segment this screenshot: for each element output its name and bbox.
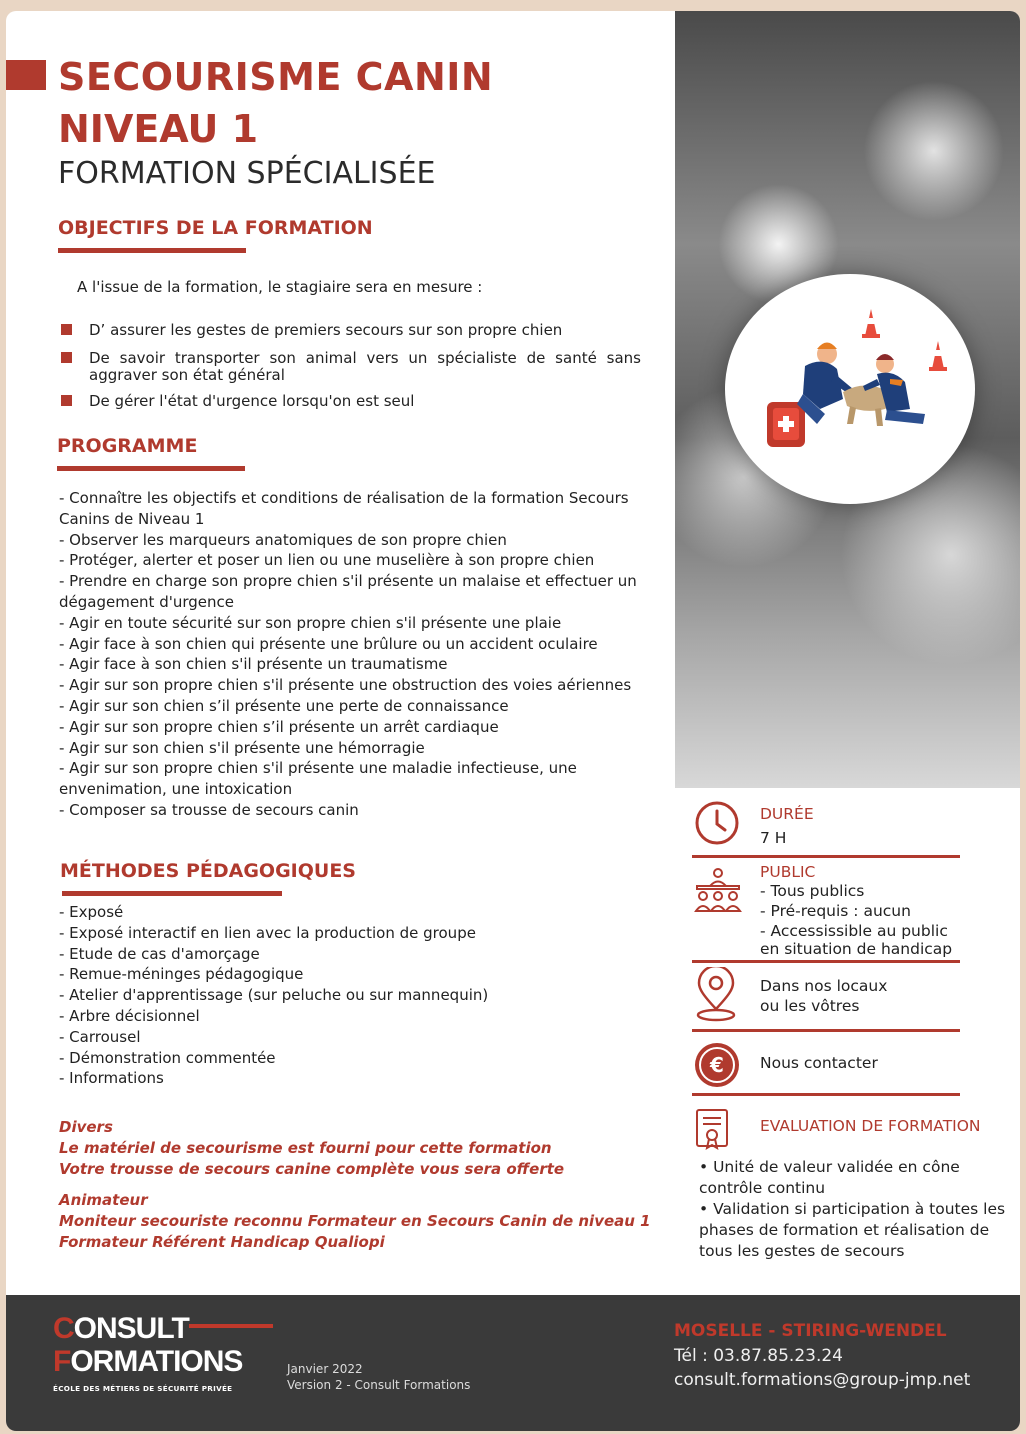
programme-list xyxy=(59,488,649,821)
objectives-underline xyxy=(58,248,246,253)
contact-link[interactable]: Nous contacter xyxy=(760,1054,878,1072)
list-item: - Agir face à son chien s'il présente un traumatisme xyxy=(59,655,448,674)
methods-underline xyxy=(62,891,282,896)
objectives-intro: A l'issue de la formation, le stagiaire sera en mesure : xyxy=(77,278,483,296)
title-line-2: NIVEAU 1 xyxy=(58,107,259,151)
svg-text:€: € xyxy=(710,1053,724,1077)
list-item: - Informations xyxy=(59,1069,164,1088)
list-item: - Agir face à son chien qui présente une brûlure ou un accident oculaire xyxy=(59,634,598,653)
document-version: Version 2 - Consult Formations xyxy=(287,1378,471,1392)
document-date: Janvier 2022 xyxy=(287,1362,363,1376)
subtitle: FORMATION SPÉCIALISÉE xyxy=(58,156,436,191)
bullet-square-icon xyxy=(61,395,72,406)
euro-coin-icon xyxy=(693,1041,741,1089)
objective-item: De savoir transporter son animal vers un spécialiste de santé sans aggraver son état général xyxy=(61,350,641,384)
logo-tagline: ÉCOLE DES MÉTIERS DE SÉCURITÉ PRIVÉE xyxy=(53,1384,233,1393)
eval-item: • Validation si participation à toutes les phases de formation et réalisation de tous les gestes de secours xyxy=(699,1200,1006,1260)
public-label: PUBLIC xyxy=(760,863,816,881)
duree-label: DURÉE xyxy=(760,805,814,823)
divers-line: Le matériel de secourisme est fourni pour cette formation xyxy=(59,1138,552,1157)
programme-title: PROGRAMME xyxy=(57,435,198,457)
eval-label: EVALUATION DE FORMATION xyxy=(760,1117,981,1135)
animateur-title: Animateur xyxy=(59,1191,148,1209)
footer-location: MOSELLE - STIRING-WENDEL xyxy=(674,1321,947,1341)
illustration-circle xyxy=(725,274,975,504)
logo-accent-bar xyxy=(189,1324,273,1328)
list-item: - Connaître les objectifs et conditions de réalisation de la formation Secours Canins de Niveau 1 xyxy=(59,489,629,528)
divers-line: Votre trousse de secours canine complète vous sera offerte xyxy=(59,1159,565,1178)
footer-phone[interactable]: Tél : 03.87.85.23.24 xyxy=(674,1346,843,1366)
info-separator xyxy=(692,960,960,963)
document-date-version xyxy=(287,1361,470,1393)
animateur-line: Formateur Référent Handicap Qualiopi xyxy=(59,1232,385,1251)
programme-underline xyxy=(57,466,245,471)
objectives-title: OBJECTIFS DE LA FORMATION xyxy=(58,217,373,239)
info-separator xyxy=(692,855,960,858)
duree-value: 7 H xyxy=(760,829,787,847)
dog-first-aid-illustration xyxy=(725,274,975,504)
lieu-line: ou les vôtres xyxy=(760,997,860,1015)
clock-icon xyxy=(693,799,741,847)
public-line: en situation de handicap xyxy=(760,940,953,958)
list-item: - Agir en toute sécurité sur son propre chien s'il présente une plaie xyxy=(59,613,562,632)
list-item: - Atelier d'apprentissage (sur peluche ou sur mannequin) xyxy=(59,986,489,1005)
logo-line-2: FORMATIONS xyxy=(53,1345,243,1378)
divers-block xyxy=(59,1117,659,1179)
list-item: - Arbre décisionnel xyxy=(59,1006,200,1025)
public-details xyxy=(760,882,952,958)
list-item: - Etude de cas d'amorçage xyxy=(59,944,260,963)
list-item: - Protéger, alerter et poser un lien ou une muselière à son propre chien xyxy=(59,551,595,570)
list-item: - Agir sur son propre chien s'il présente une obstruction des voies aériennes xyxy=(59,676,632,695)
bullet-square-icon xyxy=(61,352,72,363)
info-separator xyxy=(692,1093,960,1096)
list-item: - Démonstration commentée xyxy=(59,1048,276,1067)
list-item: - Agir sur son propre chien s'il présente une maladie infectieuse, une envenimation, une intoxication xyxy=(59,759,577,799)
location-pin-icon xyxy=(693,967,739,1025)
list-item: - Observer les marqueurs anatomiques de son propre chien xyxy=(59,530,507,549)
logo-line-1: CONSULT xyxy=(53,1312,189,1345)
public-line: - Accessissible au public xyxy=(760,922,948,940)
list-item: - Composer sa trousse de secours canin xyxy=(59,800,359,819)
lieu-line: Dans nos locaux xyxy=(760,977,888,995)
flyer-sheet xyxy=(6,11,1020,1431)
list-item: - Agir sur son chien s’il présente une perte de connaissance xyxy=(59,696,509,715)
animateur-line: Moniteur secouriste reconnu Formateur en Secours Canin de niveau 1 xyxy=(59,1211,651,1230)
methods-list xyxy=(59,902,649,1089)
list-item: - Carrousel xyxy=(59,1027,141,1046)
eval-item: • Unité de valeur validée en cône contrôle continu xyxy=(699,1158,960,1197)
divers-title: Divers xyxy=(59,1118,113,1136)
public-line: - Pré-requis : aucun xyxy=(760,902,911,920)
title-line-1: SECOURISME CANIN xyxy=(58,55,494,99)
list-item: - Remue-méninges pédagogique xyxy=(59,965,304,984)
animateur-block xyxy=(59,1190,659,1252)
audience-icon xyxy=(693,866,743,916)
footer-email[interactable]: consult.formations@group-jmp.net xyxy=(674,1370,971,1390)
public-line: - Tous publics xyxy=(760,882,865,900)
objective-item: De gérer l'état d'urgence lorsqu'on est seul xyxy=(61,393,641,410)
footer xyxy=(6,1295,1020,1431)
eval-list xyxy=(699,1157,1009,1262)
methods-title: MÉTHODES PÉDAGOGIQUES xyxy=(60,860,356,882)
title-accent-bar xyxy=(6,60,46,90)
list-item: - Agir sur son chien s'il présente une hémorragie xyxy=(59,738,425,757)
info-separator xyxy=(692,1029,960,1032)
certificate-icon xyxy=(693,1106,733,1152)
list-item: - Exposé xyxy=(59,903,124,921)
list-item: - Exposé interactif en lien avec la production de groupe xyxy=(59,923,476,942)
list-item: - Prendre en charge son propre chien s'il présente un malaise et effectuer un dégagement d'urgence xyxy=(59,572,637,611)
list-item: - Agir sur son propre chien s’il présente un arrêt cardiaque xyxy=(59,717,499,736)
bullet-square-icon xyxy=(61,324,72,335)
objective-item: D’ assurer les gestes de premiers secours sur son propre chien xyxy=(61,322,641,339)
